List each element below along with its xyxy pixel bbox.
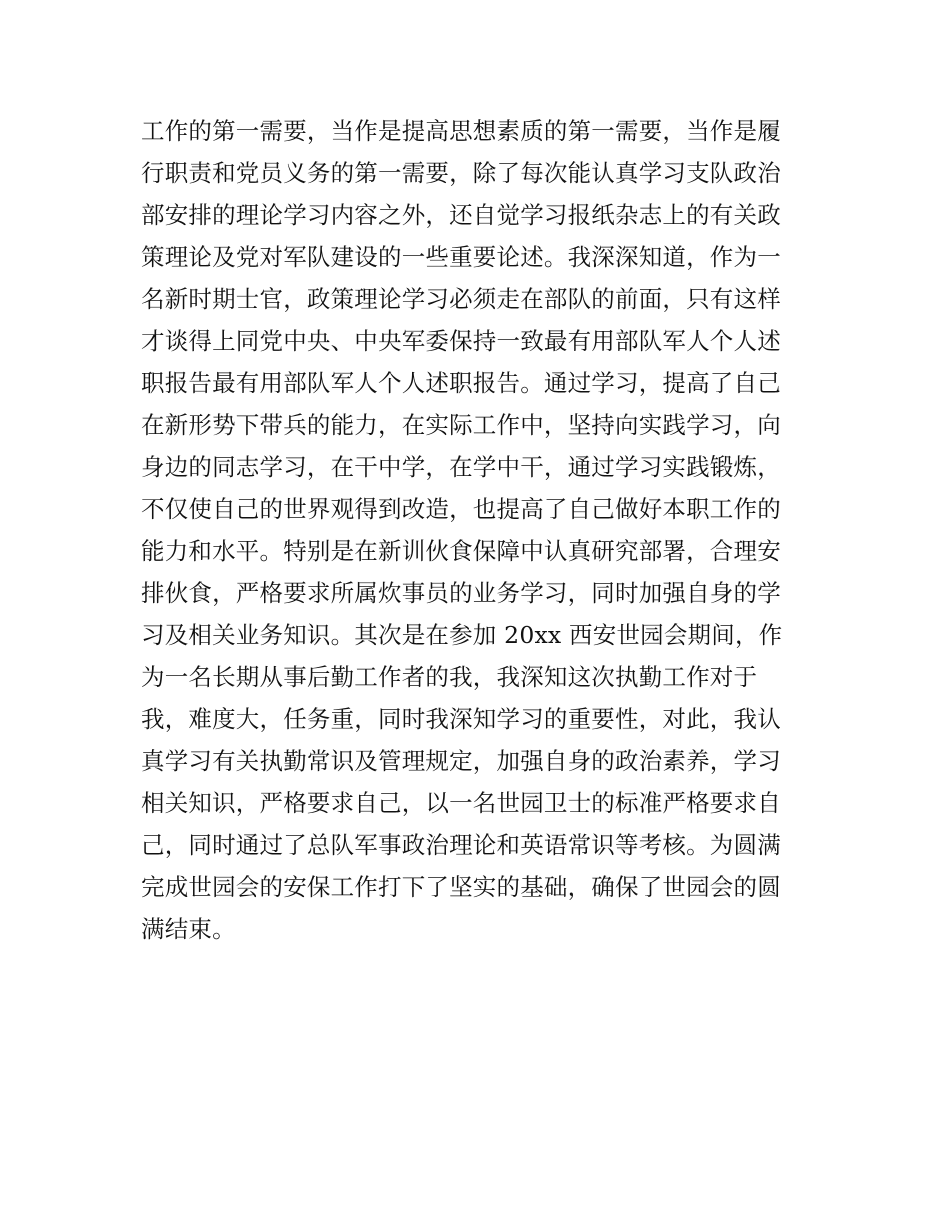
text-line: 工作的第一需要，当作是提高思想素质的第一需要，当作是履 xyxy=(141,117,781,145)
text-line: 我，难度大，任务重，同时我深知学习的重要性，对此，我认 xyxy=(141,705,781,733)
text-line: 为一名长期从事后勤工作者的我，我深知这次执勤工作对于 xyxy=(141,663,758,691)
text-line: 行职责和党员义务的第一需要，除了每次能认真学习支队政治 xyxy=(141,159,781,187)
text-line: 不仅使自己的世界观得到改造，也提高了自己做好本职工作的 xyxy=(141,495,781,523)
text-line: 才谈得上同党中央、中央军委保持一致最有用部队军人个人述 xyxy=(141,327,781,355)
text-line: 在新形势下带兵的能力，在实际工作中，坚持向实践学习，向 xyxy=(141,411,781,439)
body-paragraph xyxy=(141,110,821,950)
text-line: 满结束。 xyxy=(141,915,236,943)
text-line: 能力和水平。特别是在新训伙食保障中认真研究部署，合理安 xyxy=(141,537,781,565)
text-line: 己，同时通过了总队军事政治理论和英语常识等考核。为圆满 xyxy=(141,831,781,859)
text-line: 职报告最有用部队军人个人述职报告。通过学习，提高了自己 xyxy=(141,369,781,397)
text-line: 策理论及党对军队建设的一些重要论述。我深深知道，作为一 xyxy=(141,243,781,271)
text-line: 相关知识，严格要求自己，以一名世园卫士的标准严格要求自 xyxy=(141,789,781,817)
text-line: 部安排的理论学习内容之外，还自觉学习报纸杂志上的有关政 xyxy=(141,201,781,229)
text-line: 完成世园会的安保工作打下了坚实的基础，确保了世园会的圆 xyxy=(141,873,781,901)
text-line: 身边的同志学习，在干中学，在学中干，通过学习实践锻炼， xyxy=(141,453,781,481)
text-line: 名新时期士官，政策理论学习必须走在部队的前面，只有这样 xyxy=(141,285,781,313)
text-line: 习及相关业务知识。其次是在参加 20xx 西安世园会期间，作 xyxy=(141,621,783,649)
text-line: 排伙食，严格要求所属炊事员的业务学习，同时加强自身的学 xyxy=(141,579,781,607)
text-line: 真学习有关执勤常识及管理规定，加强自身的政治素养，学习 xyxy=(141,747,781,775)
